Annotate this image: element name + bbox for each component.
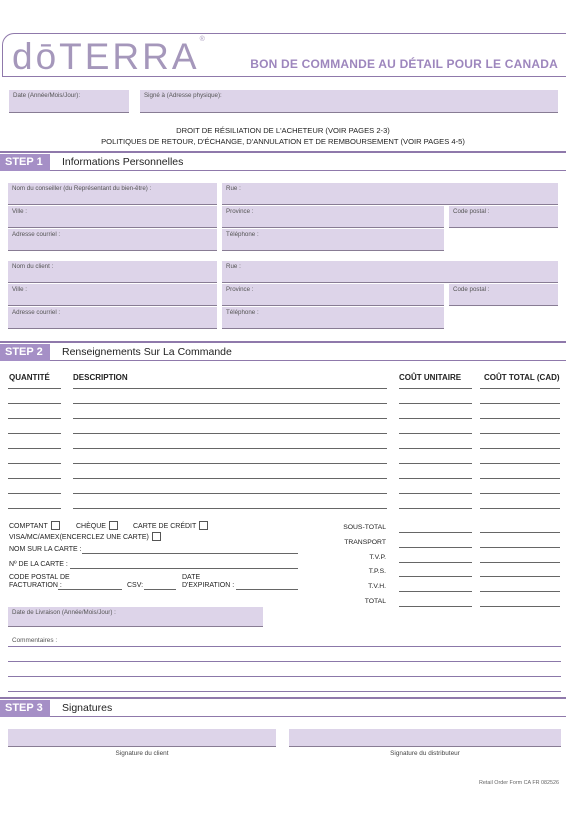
order-line[interactable] — [73, 433, 387, 434]
total-line[interactable] — [480, 547, 560, 548]
client-phone-field[interactable]: Téléphone : — [222, 307, 444, 329]
card-name-label: NOM SUR LA CARTE : — [9, 546, 82, 553]
total-line[interactable] — [480, 576, 560, 577]
order-line[interactable] — [480, 463, 560, 464]
step3-header — [0, 700, 566, 717]
card-number-label: Nº DE LA CARTE : — [9, 561, 68, 568]
client-street-field[interactable]: Rue : — [222, 261, 558, 283]
distributor-signature-label: Signature du distributeur — [390, 750, 460, 757]
advisor-province-field[interactable]: Province : — [222, 206, 444, 228]
total-line[interactable] — [399, 606, 472, 607]
total-line[interactable] — [480, 562, 560, 563]
policy-notice: POLITIQUES DE RETOUR, D'ÉCHANGE, D'ANNULATION ET DE REMBOURSEMENT (VOIR PAGES 4-5) — [101, 137, 465, 146]
client-name-field[interactable]: Nom du client : — [8, 261, 217, 283]
advisor-city-field[interactable]: Ville : — [8, 206, 217, 228]
step1-label: STEP 1 — [0, 154, 50, 171]
order-line[interactable] — [399, 433, 472, 434]
order-line[interactable] — [399, 508, 472, 509]
billing-postal-line[interactable] — [58, 589, 122, 590]
csv-label: CSV: — [127, 582, 144, 589]
billing-postal-label-2: FACTURATION : — [9, 582, 62, 589]
total-line[interactable] — [399, 591, 472, 592]
advisor-name-field[interactable]: Nom du conseiller (du Représentant du bien-être) : — [8, 183, 217, 205]
order-line[interactable] — [73, 508, 387, 509]
col-total-cost: COÛT TOTAL (CAD) — [484, 373, 560, 382]
payment-cards[interactable]: VISA/MC/AMEX(ENCERCLEZ UNE CARTE) — [9, 532, 161, 541]
date-field[interactable]: Date (Année/Mois/Jour): — [9, 90, 129, 113]
order-line[interactable] — [8, 493, 61, 494]
order-line[interactable] — [480, 403, 560, 404]
payment-cash[interactable]: COMPTANT — [9, 521, 60, 530]
total-line[interactable] — [399, 576, 472, 577]
total-line[interactable] — [480, 606, 560, 607]
csv-line[interactable] — [144, 589, 176, 590]
brand-logo: dōTERRA® — [12, 36, 205, 77]
advisor-postal-field[interactable]: Code postal : — [449, 206, 558, 228]
payment-cheque[interactable]: CHÈQUE — [76, 521, 118, 530]
advisor-street-field[interactable]: Rue : — [222, 183, 558, 205]
expiry-label-1: DATE — [182, 574, 201, 581]
order-line[interactable] — [8, 448, 61, 449]
distributor-signature-field[interactable] — [289, 729, 561, 747]
order-line[interactable] — [73, 418, 387, 419]
client-province-field[interactable]: Province : — [222, 284, 444, 306]
total-label: TOTAL — [364, 598, 386, 605]
column-header-underline — [8, 388, 61, 389]
client-postal-field[interactable]: Code postal : — [449, 284, 558, 306]
step2-title: Renseignements Sur La Commande — [62, 346, 232, 358]
delivery-date-field[interactable]: Date de Livraison (Année/Mois/Jour) : — [8, 607, 263, 627]
order-line[interactable] — [399, 463, 472, 464]
order-line[interactable] — [399, 403, 472, 404]
order-line[interactable] — [480, 418, 560, 419]
comments-label: Commentaires : — [12, 637, 58, 644]
step3-title: Signatures — [62, 702, 113, 714]
total-line[interactable] — [399, 562, 472, 563]
signed-at-field[interactable]: Signé à (Adresse physique): — [140, 90, 558, 113]
order-line[interactable] — [8, 478, 61, 479]
order-line[interactable] — [8, 418, 61, 419]
step2-label: STEP 2 — [0, 344, 50, 361]
order-line[interactable] — [8, 403, 61, 404]
col-unit-cost: COÛT UNITAIRE — [399, 373, 462, 382]
card-name-line[interactable] — [82, 553, 298, 554]
total-label: T.P.S. — [368, 568, 386, 576]
form-id: Retail Order Form CA FR 082526 — [479, 780, 559, 786]
column-header-underline — [399, 388, 472, 389]
rescission-notice: DROIT DE RÉSILIATION DE L'ACHETEUR (VOIR PAGES 2-3) — [176, 126, 390, 135]
order-line[interactable] — [8, 508, 61, 509]
comments-line-4[interactable] — [8, 691, 561, 692]
order-line[interactable] — [399, 418, 472, 419]
client-signature-label: Signature du client — [115, 750, 169, 757]
col-description: DESCRIPTION — [73, 373, 128, 382]
comments-line-1[interactable] — [8, 646, 561, 647]
billing-postal-label-1: CODE POSTAL DE — [9, 574, 70, 581]
step3-label: STEP 3 — [0, 700, 50, 717]
total-label: SOUS-TOTAL — [343, 524, 386, 531]
column-header-underline — [73, 388, 387, 389]
order-line[interactable] — [480, 433, 560, 434]
total-label: TRANSPORT — [344, 538, 386, 546]
order-line[interactable] — [73, 403, 387, 404]
order-line[interactable] — [480, 478, 560, 479]
col-quantity: QUANTITÉ — [9, 373, 50, 382]
expiry-label-2: D'EXPIRATION : — [182, 582, 235, 589]
order-line[interactable] — [73, 448, 387, 449]
cheque-checkbox[interactable] — [109, 521, 118, 530]
order-line[interactable] — [8, 433, 61, 434]
advisor-phone-field[interactable]: Téléphone : — [222, 229, 444, 251]
total-line[interactable] — [480, 591, 560, 592]
cash-checkbox[interactable] — [51, 521, 60, 530]
step2-header — [0, 344, 566, 361]
expiry-line[interactable] — [236, 589, 298, 590]
total-label: T.V.P. — [369, 553, 386, 561]
order-line[interactable] — [399, 478, 472, 479]
order-line[interactable] — [480, 508, 560, 509]
step1-header — [0, 154, 566, 171]
order-line[interactable] — [73, 463, 387, 464]
column-header-underline — [480, 388, 560, 389]
step1-title: Informations Personnelles — [62, 156, 184, 168]
comments-line-3[interactable] — [8, 676, 561, 677]
cards-checkbox[interactable] — [152, 532, 161, 541]
total-line[interactable] — [399, 547, 472, 548]
order-line[interactable] — [480, 493, 560, 494]
order-line[interactable] — [480, 448, 560, 449]
client-email-field[interactable]: Adresse courriel : — [8, 307, 217, 329]
order-line[interactable] — [8, 463, 61, 464]
payment-credit[interactable]: CARTE DE CRÉDIT — [133, 521, 208, 530]
comments-line-2[interactable] — [8, 661, 561, 662]
client-signature-field[interactable] — [8, 729, 276, 747]
order-line[interactable] — [73, 493, 387, 494]
card-number-line[interactable] — [70, 568, 298, 569]
total-label: T.V.H. — [368, 583, 386, 591]
page-title: BON DE COMMANDE AU DÉTAIL POUR LE CANADA — [250, 57, 558, 71]
credit-checkbox[interactable] — [199, 521, 208, 530]
total-line[interactable] — [480, 532, 560, 533]
order-line[interactable] — [73, 478, 387, 479]
total-line[interactable] — [399, 532, 472, 533]
order-line[interactable] — [399, 493, 472, 494]
client-city-field[interactable]: Ville : — [8, 284, 217, 306]
order-line[interactable] — [399, 448, 472, 449]
advisor-email-field[interactable]: Adresse courriel : — [8, 229, 217, 251]
